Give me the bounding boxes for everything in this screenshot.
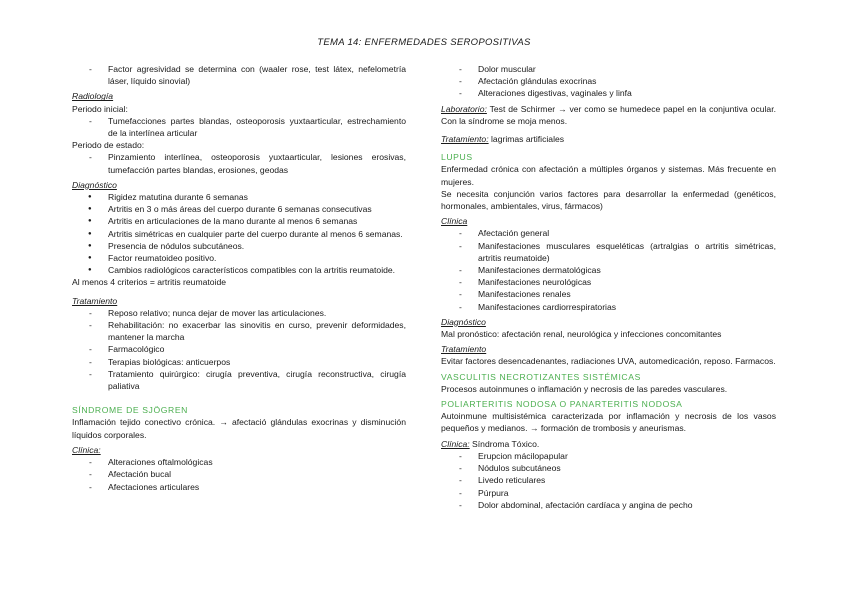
diagnostico-heading: Diagnóstico bbox=[72, 179, 117, 190]
list-item: - Alteraciones digestivas, vaginales y linfa bbox=[441, 87, 776, 99]
sjogren-clinica-heading: Clínica: bbox=[72, 444, 101, 455]
lupus-heading: LUPUS bbox=[441, 152, 473, 163]
vasculitis-heading: VASCULITIS NECROTIZANTES SISTÉMICAS bbox=[441, 371, 641, 382]
diagnostico-note: Al menos 4 criterios = artritis reumatoide bbox=[72, 277, 227, 288]
tratamiento-sjogren-text: lagrimas artificiales bbox=[491, 134, 565, 145]
list-item: - Afectaciones articulares bbox=[72, 481, 406, 493]
list-item: - Dolor abdominal, afectación cardíaca y angina de pecho bbox=[441, 499, 776, 511]
poliarteritis-clinica-text: Síndroma Tóxico. bbox=[472, 438, 540, 449]
list-item: ● Artritis simétricas en cualquier parte del cuerpo durante al menos 6 semanas. bbox=[72, 228, 406, 240]
list-item: ● Artritis en 3 o más áreas del cuerpo durante 6 semanas consecutivas bbox=[72, 203, 406, 215]
list-item: - Reposo relativo; nunca dejar de mover las articulaciones. bbox=[72, 307, 406, 319]
tratamiento-heading: Tratamiento bbox=[72, 295, 118, 306]
lupus-tratamiento-text: Evitar factores desencadenantes, radiaciones UVA, automedicación, reposo. Farmacos. bbox=[441, 356, 776, 367]
lupus-diagnostico-text: Mal pronóstico: afectación renal, neurológica y infecciones concomitantes bbox=[441, 329, 722, 340]
list-item: - Manifestaciones musculares esqueléticas (artralgias o artritis simétricas, artritis reumatoide) bbox=[441, 240, 776, 264]
intro-list bbox=[72, 63, 406, 87]
periodo-inicial-label: Periodo inicial: bbox=[72, 103, 128, 114]
page-title: TEMA 14: ENFERMEDADES SEROPOSITIVAS bbox=[317, 37, 531, 48]
list-item: - Afectación bucal bbox=[72, 468, 406, 480]
list-item: - Afectación general bbox=[441, 227, 776, 239]
list-item: - Terapias biológicas: anticuerpos bbox=[72, 356, 406, 368]
left-column bbox=[72, 63, 406, 493]
tratamiento-sjogren-heading: Tratamiento: bbox=[441, 134, 489, 145]
periodo-estado-label: Periodo de estado: bbox=[72, 140, 145, 151]
list-item: ● Cambios radiológicos característicos compatibles con la artritis reumatoide. bbox=[72, 264, 406, 276]
list-item: - Manifestaciones dermatológicas bbox=[441, 264, 776, 276]
list-item: - Afectación glándulas exocrinas bbox=[441, 75, 776, 87]
vasculitis-text: Procesos autoinmunes o inflamación y necrosis de las paredes vasculares. bbox=[441, 383, 728, 394]
list-item: - Tumefacciones partes blandas, osteoporosis yuxtaarticular, estrechamiento de la interlínea articular bbox=[72, 115, 406, 139]
list-item: - Manifestaciones renales bbox=[441, 288, 776, 300]
estado-list bbox=[72, 151, 406, 175]
poliarteritis-clinica-heading: Clínica: bbox=[441, 438, 470, 449]
lupus-p2: Se necesita conjunción varios factores para desarrollar la enfermedad (genéticos, hormonales, ambientales, virus, fármacos) bbox=[441, 188, 776, 212]
list-item: - Manifestaciones neurológicas bbox=[441, 276, 776, 288]
list-item: - Manifestaciones cardiorrespiratorias bbox=[441, 301, 776, 313]
list-item: ● Artritis en articulaciones de la mano durante al menos 6 semanas bbox=[72, 215, 406, 227]
list-item: - Erupcion mácilopapular bbox=[441, 450, 776, 462]
list-item: ● Presencia de nódulos subcutáneos. bbox=[72, 240, 406, 252]
list-item: - Alteraciones oftalmológicas bbox=[72, 456, 406, 468]
sjogren-text: Inflamación tejido conectivo crónica. → afectació glándulas exocrinas y disminución líquidos corporales. bbox=[72, 417, 406, 440]
radiologia-heading: Radiología bbox=[72, 91, 114, 102]
list-item: ● Rigidez matutina durante 6 semanas bbox=[72, 191, 406, 203]
laboratorio-text: Test de Schirmer → ver como se humedece papel en la conjuntiva ocular. Con la síndrome se moja menos. bbox=[441, 103, 776, 126]
list-item: - Rehabilitación: no exacerbar las sinovitis en curso, prevenir deformidades, mantener la marcha bbox=[72, 319, 406, 343]
list-item: ● Factor reumatoideo positivo. bbox=[72, 252, 406, 264]
list-item: - Púrpura bbox=[441, 487, 776, 499]
lupus-tratamiento-heading: Tratamiento bbox=[441, 344, 487, 355]
diagnostico-list bbox=[72, 191, 406, 276]
poliarteritis-clinica-list bbox=[441, 450, 776, 511]
list-item: - Dolor muscular bbox=[441, 63, 776, 75]
list-item: - Factor agresividad se determina con (waaler rose, test látex, nefelometría láser, líquido sinovial) bbox=[72, 63, 406, 87]
sjogren-clinica-list bbox=[72, 456, 406, 493]
poliarteritis-text: Autoinmune multisistémica caracterizada por inflamación y necrosis de los vasos pequeños y medianos. → formación de trombosis y aneurismas. bbox=[441, 411, 776, 434]
list-item: - Farmacológico bbox=[72, 343, 406, 355]
list-item: - Livedo reticulares bbox=[441, 474, 776, 486]
sjogren-cont-list bbox=[441, 63, 776, 100]
list-item: - Pinzamiento interlínea, osteoporosis yuxtaarticular, lesiones erosivas, tumefacción partes blandas, erosiones, geodas bbox=[72, 151, 406, 175]
lupus-clinica-list bbox=[441, 227, 776, 312]
tratamiento-list bbox=[72, 307, 406, 392]
lupus-diagnostico-heading: Diagnóstico bbox=[441, 316, 486, 327]
inicial-list bbox=[72, 115, 406, 139]
laboratorio-heading: Laboratorio: bbox=[441, 103, 487, 114]
right-column bbox=[441, 63, 776, 511]
lupus-p1: Enfermedad crónica con afectación a múltiples órganos y sistemas. Más frecuente en mujeres. bbox=[441, 164, 776, 187]
list-item: - Nódulos subcutáneos bbox=[441, 462, 776, 474]
sjogren-heading: SÍNDROME DE SJÖGREN bbox=[72, 405, 188, 416]
list-item: - Tratamiento quirúrgico: cirugía preventiva, cirugía reconstructiva, cirugía paliativa bbox=[72, 368, 406, 392]
lupus-clinica-heading: Clínica bbox=[441, 216, 468, 227]
poliarteritis-heading: POLIARTERITIS NODOSA O PANARTERITIS NODOSA bbox=[441, 399, 683, 410]
